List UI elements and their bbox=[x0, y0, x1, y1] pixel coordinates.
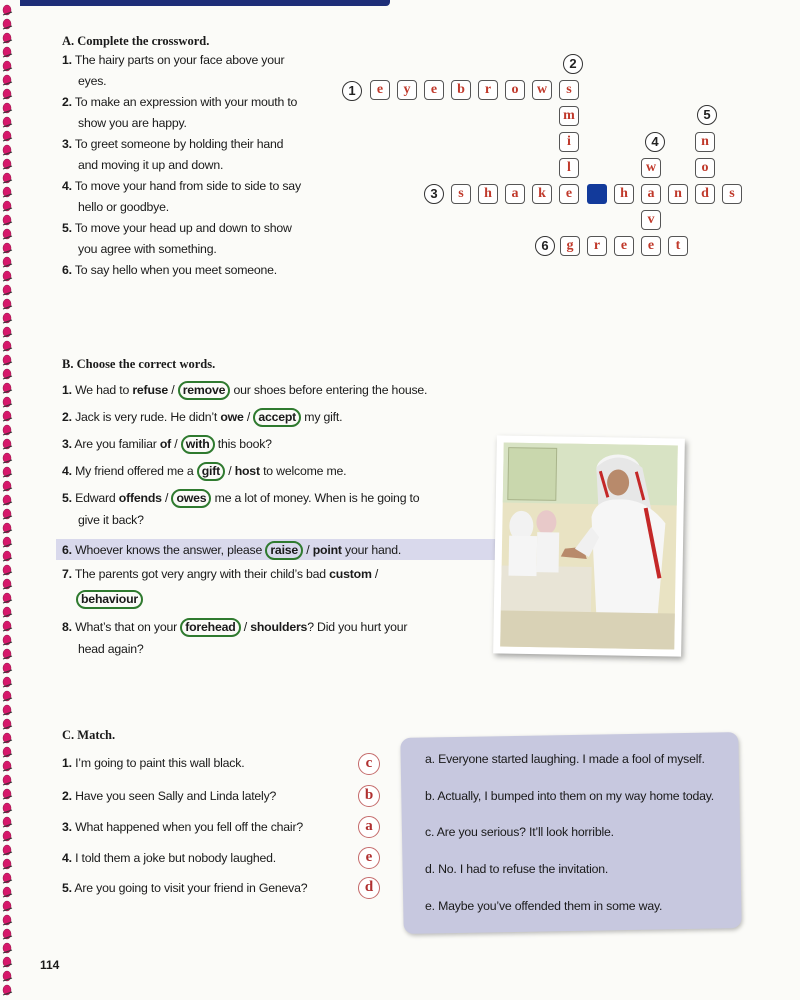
choice-item-continued: give it back? bbox=[78, 513, 144, 527]
clue-line: and moving it up and down. bbox=[78, 158, 224, 172]
response-option: e. Maybe you’ve offended them in some way. bbox=[425, 899, 663, 913]
match-item: 2. Have you seen Sally and Linda lately? bbox=[62, 789, 277, 803]
response-option: a. Everyone started laughing. I made a fool of myself. bbox=[425, 752, 705, 766]
choice-item: 3. Are you familiar of / with this book? bbox=[62, 435, 272, 454]
option-1[interactable]: offends bbox=[118, 491, 162, 505]
option-1[interactable]: custom bbox=[329, 567, 372, 581]
option-2-circled[interactable]: behaviour bbox=[76, 590, 143, 609]
crossword-cell[interactable]: e bbox=[424, 80, 444, 100]
crossword-cell[interactable]: a bbox=[505, 184, 525, 204]
section-b-heading: B. Choose the correct words. bbox=[62, 357, 216, 371]
crossword-cell[interactable]: t bbox=[668, 236, 688, 256]
crossword-cell[interactable]: d bbox=[695, 184, 715, 204]
clue-line: show you are happy. bbox=[78, 116, 187, 130]
crossword-number: 1 bbox=[342, 81, 362, 101]
crossword-cell[interactable]: g bbox=[560, 236, 580, 256]
clue-line: 3. To greet someone by holding their hand bbox=[62, 137, 284, 151]
option-2-circled[interactable]: owes bbox=[171, 489, 211, 508]
choice-item: 2. Jack is very rude. He didn’t owe / accept my gift. bbox=[62, 408, 342, 427]
crossword-cell[interactable]: e bbox=[614, 236, 634, 256]
clue-line: hello or goodbye. bbox=[78, 200, 169, 214]
option-2-circled[interactable]: accept bbox=[253, 408, 301, 427]
option-2[interactable]: host bbox=[234, 464, 260, 478]
choice-item: 7. The parents got very angry with their child’s bad custom / bbox=[62, 567, 379, 581]
option-1-circled[interactable]: raise bbox=[265, 541, 303, 560]
response-option: b. Actually, I bumped into them on my way home today. bbox=[425, 789, 715, 803]
choice-item-continued: head again? bbox=[78, 642, 144, 656]
option-1-circled[interactable]: gift bbox=[197, 462, 225, 481]
section-a-heading: A. Complete the crossword. bbox=[62, 34, 210, 48]
option-2[interactable]: shoulders bbox=[250, 620, 308, 634]
crossword-cell[interactable]: e bbox=[370, 80, 390, 100]
crossword-number: 5 bbox=[697, 105, 717, 125]
crossword-cell[interactable]: h bbox=[614, 184, 634, 204]
crossword-cell[interactable]: y bbox=[397, 80, 417, 100]
crossword-cell[interactable]: w bbox=[641, 158, 661, 178]
clue-line: eyes. bbox=[78, 74, 107, 88]
crossword-number: 3 bbox=[424, 184, 444, 204]
crossword-cell[interactable]: v bbox=[641, 210, 661, 230]
match-answer[interactable]: c bbox=[358, 753, 380, 775]
clue-line: 6. To say hello when you meet someone. bbox=[62, 263, 278, 277]
crossword-cell[interactable]: n bbox=[668, 184, 688, 204]
crossword-cell[interactable]: n bbox=[695, 132, 715, 152]
crossword-cell[interactable]: r bbox=[587, 236, 607, 256]
crossword-cell[interactable]: m bbox=[559, 106, 579, 126]
match-item: 5. Are you going to visit your friend in Geneva? bbox=[62, 881, 308, 895]
match-item: 3. What happened when you fell off the chair? bbox=[62, 820, 303, 834]
match-answer[interactable]: a bbox=[358, 816, 380, 838]
choice-item: 6. Whoever knows the answer, please raise / point your hand. bbox=[62, 541, 401, 560]
choice-item: 4. My friend offered me a gift / host to welcome me. bbox=[62, 462, 346, 481]
crossword-cell[interactable]: k bbox=[532, 184, 552, 204]
crossword-cell[interactable]: b bbox=[451, 80, 471, 100]
clue-line: 4. To move your hand from side to side to say bbox=[62, 179, 301, 193]
option-1[interactable]: owe bbox=[220, 410, 244, 424]
option-2-circled[interactable]: remove bbox=[178, 381, 231, 400]
choice-item: 1. We had to refuse / remove our shoes before entering the house. bbox=[62, 381, 427, 400]
crossword-cell[interactable]: h bbox=[478, 184, 498, 204]
crossword-number: 6 bbox=[535, 236, 555, 256]
crossword-cell[interactable]: o bbox=[695, 158, 715, 178]
match-answer[interactable]: e bbox=[358, 847, 380, 869]
clue-line: 5. To move your head up and down to show bbox=[62, 221, 292, 235]
section-c-heading: C. Match. bbox=[62, 728, 116, 742]
crossword-cell[interactable]: r bbox=[478, 80, 498, 100]
clue-line: 2. To make an expression with your mouth to bbox=[62, 95, 298, 109]
clue-line: 1. The hairy parts on your face above your bbox=[62, 53, 285, 67]
crossword-cell[interactable]: s bbox=[722, 184, 742, 204]
choice-item-continued bbox=[76, 590, 143, 609]
photo-illustration bbox=[493, 435, 685, 656]
clue-line: you agree with something. bbox=[78, 242, 217, 256]
match-item: 4. I told them a joke but nobody laughed. bbox=[62, 851, 276, 865]
page-number: 114 bbox=[40, 958, 60, 972]
crossword-cell[interactable]: s bbox=[559, 80, 579, 100]
response-option: c. Are you serious? It’ll look horrible. bbox=[425, 825, 614, 839]
match-answer[interactable]: b bbox=[358, 785, 380, 807]
crossword-number: 4 bbox=[645, 132, 665, 152]
crossword-cell[interactable]: w bbox=[532, 80, 552, 100]
crossword-cell[interactable]: i bbox=[559, 132, 579, 152]
choice-item: 5. Edward offends / owes me a lot of money. When is he going to bbox=[62, 489, 419, 508]
crossword-cell[interactable]: l bbox=[559, 158, 579, 178]
option-1[interactable]: refuse bbox=[132, 383, 169, 397]
option-2[interactable]: point bbox=[312, 543, 342, 557]
response-option: d. No. I had to refuse the invitation. bbox=[425, 862, 609, 876]
option-1[interactable]: of bbox=[159, 437, 172, 451]
option-1-circled[interactable]: forehead bbox=[180, 618, 240, 637]
crossword-cell[interactable]: e bbox=[641, 236, 661, 256]
choice-item: 8. What’s that on your forehead / shoulders? Did you hurt your bbox=[62, 618, 407, 637]
match-answer[interactable]: d bbox=[358, 877, 380, 899]
classroom-photo bbox=[493, 435, 685, 656]
crossword-grid bbox=[0, 0, 800, 300]
match-item: 1. I’m going to paint this wall black. bbox=[62, 756, 245, 770]
crossword-cell[interactable]: a bbox=[641, 184, 661, 204]
option-2-circled[interactable]: with bbox=[181, 435, 215, 454]
crossword-number: 2 bbox=[563, 54, 583, 74]
crossword-blank-cell bbox=[587, 184, 607, 204]
crossword-cell[interactable]: o bbox=[505, 80, 525, 100]
crossword-cell[interactable]: e bbox=[559, 184, 579, 204]
crossword-cell[interactable]: s bbox=[451, 184, 471, 204]
